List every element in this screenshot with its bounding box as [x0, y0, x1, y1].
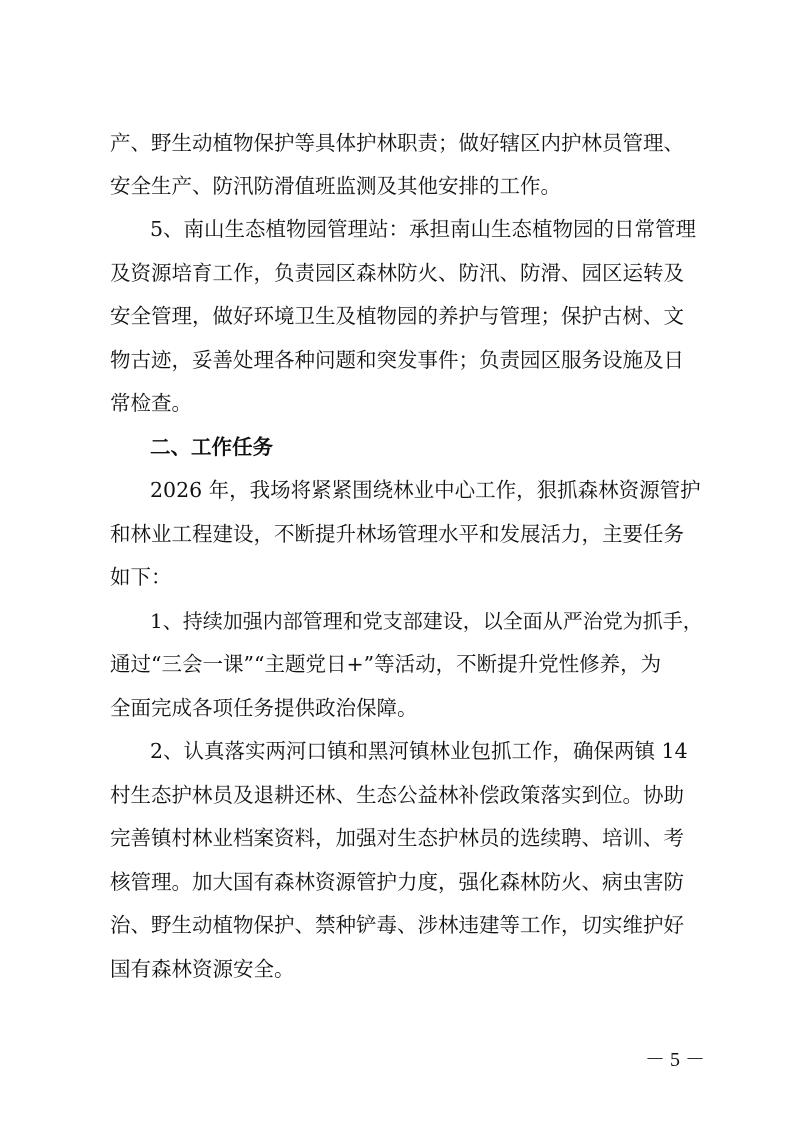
text-line: 村生态护林员及退耕还林、生态公益林补偿政策落实到位。协助 [110, 783, 684, 807]
text-line: 安全管理，做好环境卫生及植物园的养护与管理；保护古树、文 [110, 304, 684, 328]
text-line: 完善镇村林业档案资料，加强对生态护林员的选续聘、培训、考 [110, 826, 684, 850]
paragraph-line: 1、持续加强内部管理和党支部建设，以全面从严治党为抓手， [150, 609, 703, 633]
paragraph-line: 2026 年，我场将紧紧围绕林业中心工作，狠抓森林资源管护 [150, 478, 701, 502]
text-line: 治、野生动植物保护、禁种铲毒、涉林违建等工作，切实维护好 [110, 913, 684, 937]
text-line: 和林业工程建设，不断提升林场管理水平和发展活力，主要任务 [110, 522, 684, 546]
paragraph-line: 5、南山生态植物园管理站：承担南山生态植物园的日常管理 [150, 217, 697, 241]
text-line: 国有森林资源安全。 [110, 957, 295, 981]
text-line: 如下： [110, 565, 172, 589]
text-line: 通过“三会一课”“主题党日+”等活动，不断提升党性修养，为 [110, 652, 662, 676]
text-line: 产、野生动植物保护等具体护林职责；做好辖区内护林员管理、 [110, 131, 684, 155]
text-line: 安全生产、防汛防滑值班监测及其他安排的工作。 [110, 174, 561, 198]
paragraph-line: 2、认真落实两河口镇和黑河镇林业包抓工作，确保两镇 14 [150, 739, 688, 763]
text-line: 常检查。 [110, 391, 192, 415]
text-line: 物古迹，妥善处理各种问题和突发事件；负责园区服务设施及日 [110, 348, 684, 372]
text-line: 及资源培育工作，负责园区森林防火、防汛、防滑、园区运转及 [110, 261, 684, 285]
text-line: 核管理。加大国有森林资源管护力度，强化森林防火、病虫害防 [110, 870, 684, 894]
section-heading: 二、工作任务 [150, 435, 273, 459]
text-line: 全面完成各项任务提供政治保障。 [110, 696, 418, 720]
page-number: － 5 － [645, 1049, 705, 1071]
